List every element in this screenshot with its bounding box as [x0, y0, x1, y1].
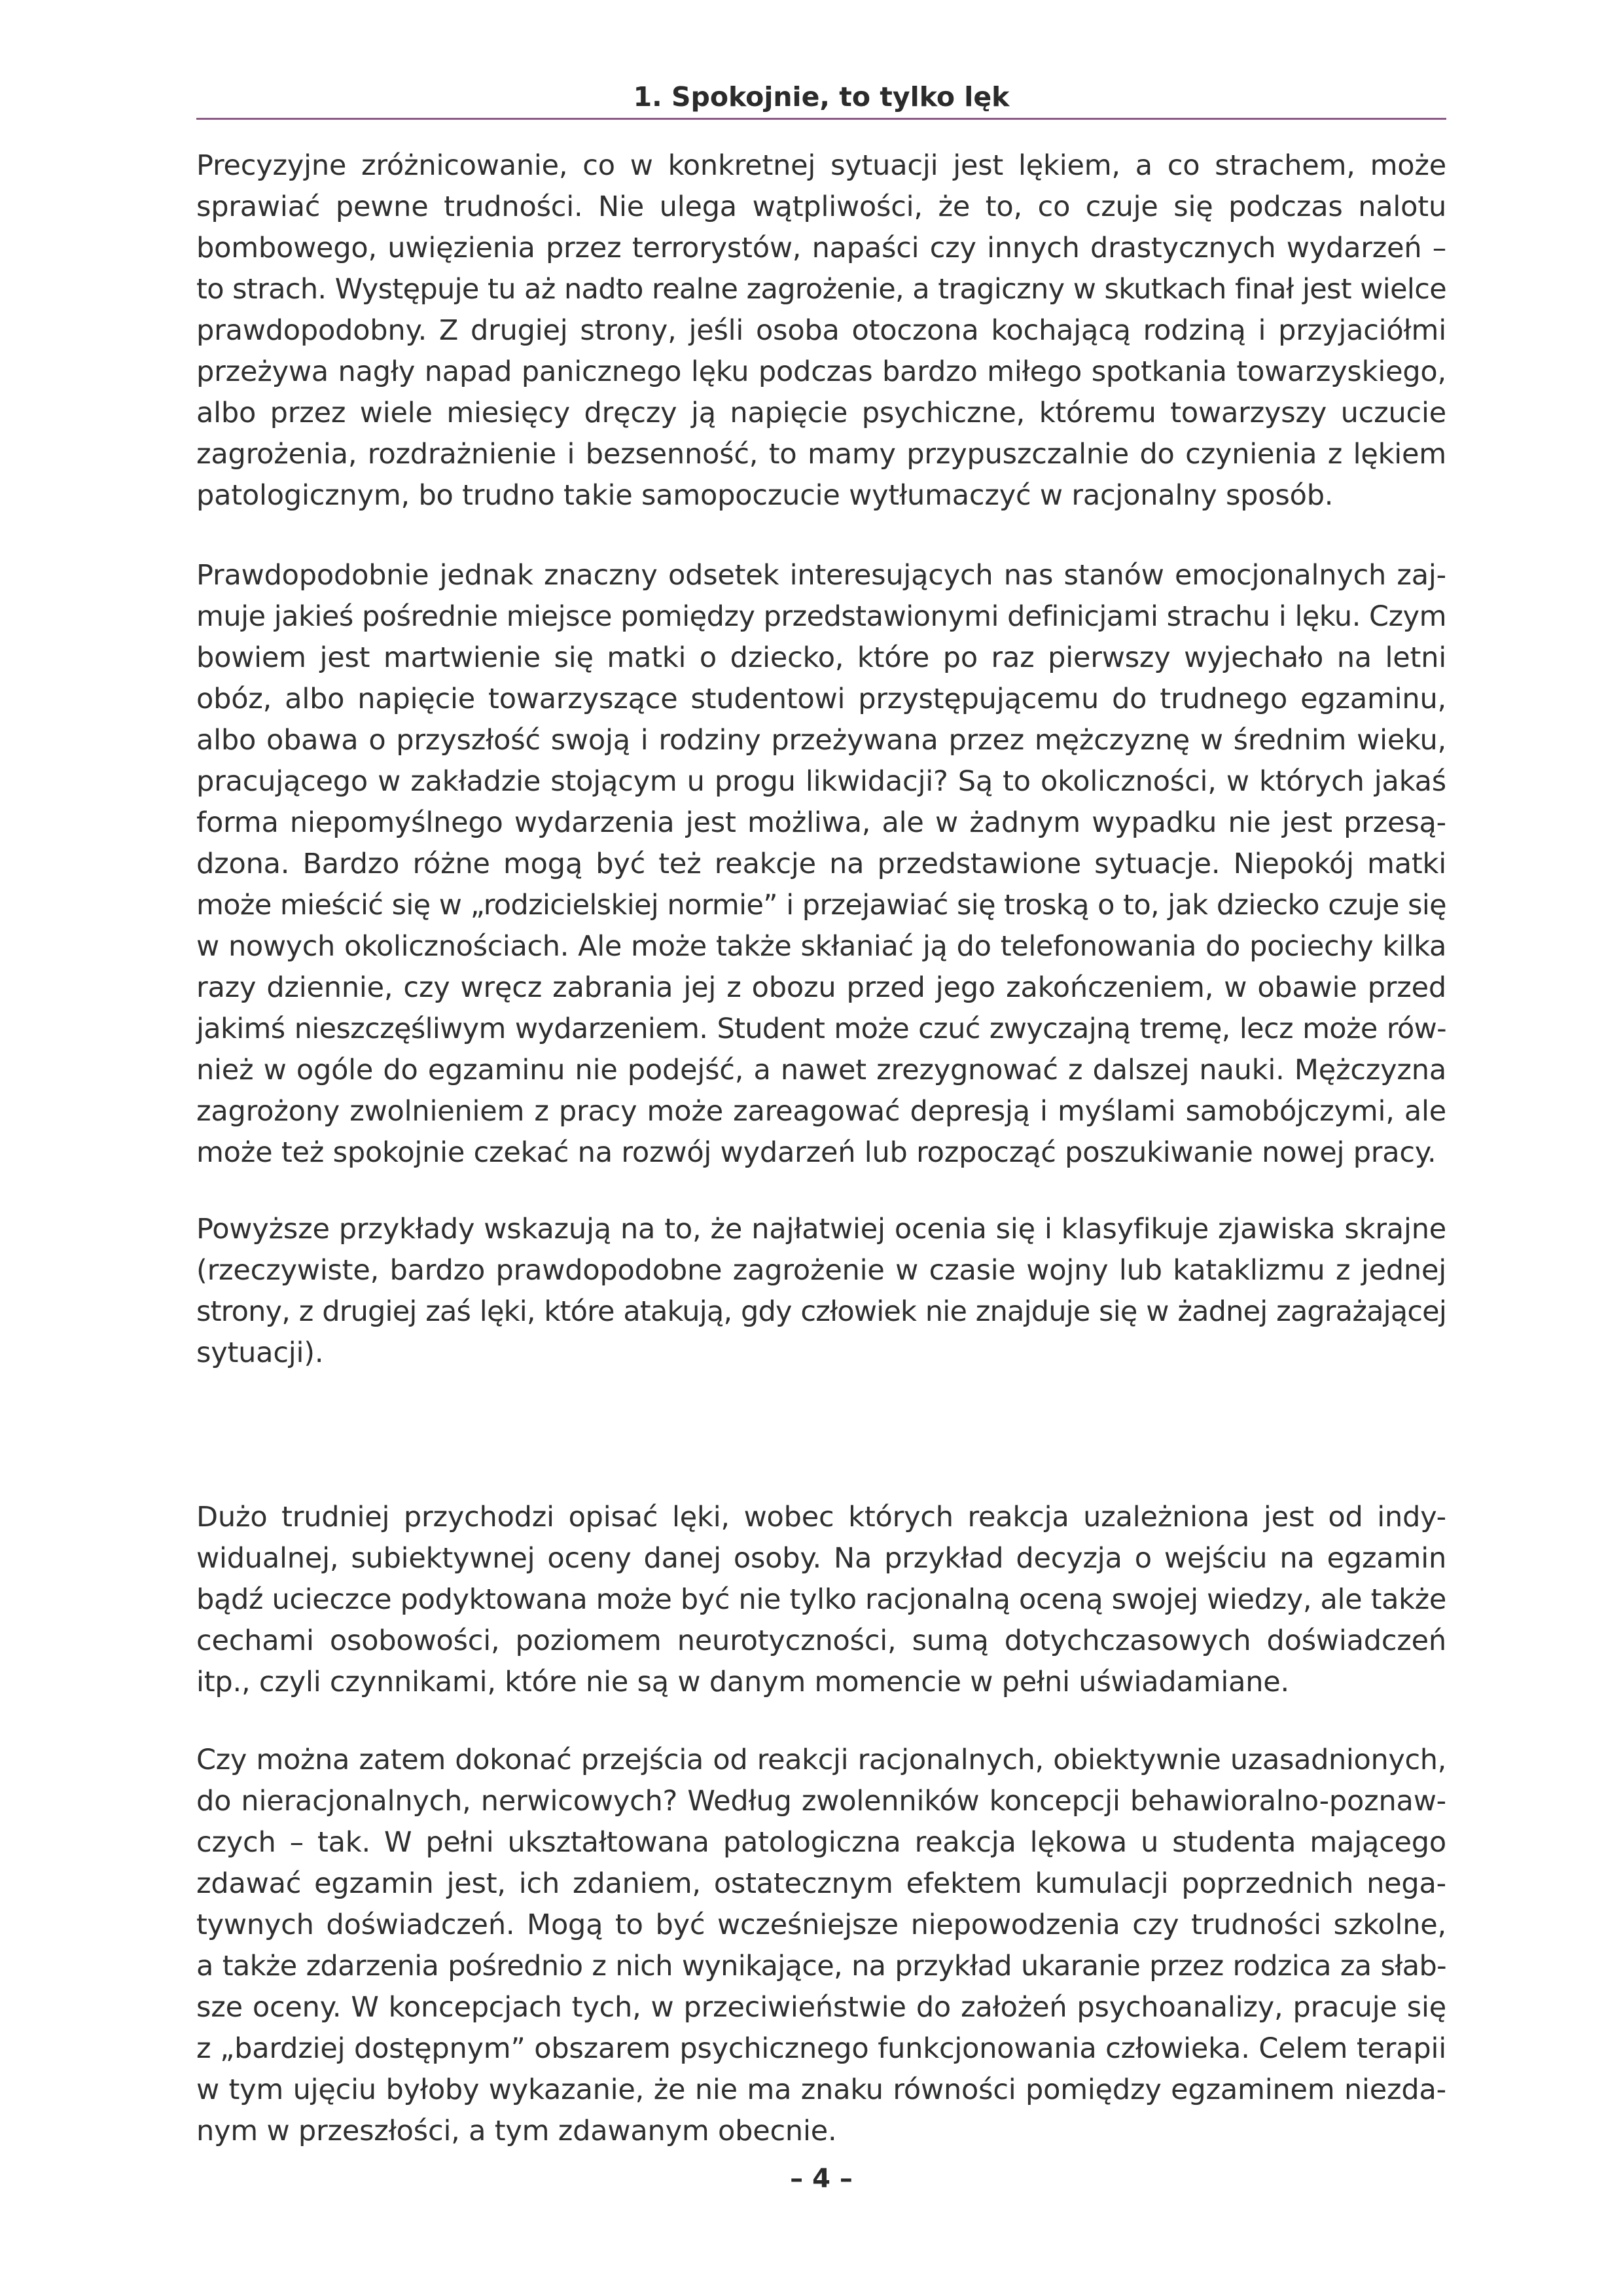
text-line: z „bardziej dostępnym” obszarem psychicznego funkcjonowania człowieka. Celem terapii: [196, 2032, 1446, 2065]
text-line: widualnej, subiektywnej oceny danej osoby. Na przykład decyzja o wejściu na egzamin: [196, 1542, 1446, 1575]
text-line: sze oceny. W koncepcjach tych, w przeciwieństwie do założeń psychoanalizy, pracuje się: [196, 1991, 1446, 2024]
text-line: nym w przeszłości, a tym zdawanym obecnie.: [196, 2115, 837, 2147]
text-line: razy dziennie, czy wręcz zabrania jej z obozu przed jego zakończeniem, w obawie przed: [196, 971, 1446, 1004]
text-line: Czy można zatem dokonać przejścia od reakcji racjonalnych, obiektywnie uzasadnionych,: [196, 1744, 1446, 1776]
text-line: w nowych okolicznościach. Ale może także skłaniać ją do telefonowania do pociechy kilka: [196, 930, 1446, 963]
text-line: Powyższe przykłady wskazują na to, że najłatwiej ocenia się i klasyfikuje zjawiska skrajne: [196, 1213, 1446, 1246]
text-line: zdawać egzamin jest, ich zdaniem, ostatecznym efektem kumulacji poprzednich nega-: [196, 1867, 1446, 1900]
text-line: muje jakieś pośrednie miejsce pomiędzy przedstawionymi definicjami strachu i lęku. Czym: [196, 600, 1446, 633]
text-line: może mieścić się w „rodzicielskiej normie” i przejawiać się troską o to, jak dziecko czuje się: [196, 889, 1446, 922]
text-line: albo obawa o przyszłość swoją i rodziny przeżywana przez mężczyznę w średnim wieku,: [196, 724, 1446, 757]
text-line: czych – tak. W pełni ukształtowana patologiczna reakcja lękowa u studenta mającego: [196, 1826, 1446, 1859]
text-line: nież w ogóle do egzaminu nie podejść, a nawet zrezygnować z dalszej nauki. Mężczyzna: [196, 1054, 1446, 1086]
paragraph-3: [196, 1209, 1446, 1374]
text-line: zagrożenia, rozdrażnienie i bezsenność, to mamy przypuszczalnie do czynienia z lękiem: [196, 438, 1446, 471]
paragraph-4: [196, 1497, 1446, 1703]
text-line: bombowego, uwięzienia przez terrorystów, napaści czy innych drastycznych wydarzeń –: [196, 232, 1446, 264]
paragraph-5: [196, 1740, 1446, 2152]
text-line: sprawiać pewne trudności. Nie ulega wątpliwości, że to, co czuje się podczas nalotu: [196, 190, 1446, 223]
text-line: itp., czyli czynnikami, które nie są w danym momencie w pełni uświadamiane.: [196, 1666, 1290, 1698]
text-line: Prawdopodobnie jednak znaczny odsetek interesujących nas stanów emocjonalnych zaj-: [196, 559, 1446, 592]
page-number: – 4 –: [790, 2164, 853, 2194]
text-line: pracującego w zakładzie stojącym u progu likwidacji? Są to okoliczności, w których jakaś: [196, 765, 1446, 798]
text-line: sytuacji).: [196, 1336, 324, 1369]
text-line: zagrożony zwolnieniem z pracy może zareagować depresją i myślami samobójczymi, ale: [196, 1095, 1446, 1128]
text-line: patologicznym, bo trudno takie samopoczucie wytłumaczyć w racjonalny sposób.: [196, 479, 1334, 512]
header-divider: [196, 118, 1446, 120]
paragraph-1: [196, 145, 1446, 516]
text-line: forma niepomyślnego wydarzenia jest możliwa, ale w żadnym wypadku nie jest przesą-: [196, 806, 1446, 839]
text-line: cechami osobowości, poziomem neurotyczności, sumą dotychczasowych doświadczeń: [196, 1624, 1446, 1657]
text-line: bądź ucieczce podyktowana może być nie tylko racjonalną oceną swojej wiedzy, ale także: [196, 1583, 1446, 1616]
text-line: Dużo trudniej przychodzi opisać lęki, wobec których reakcja uzależniona jest od indy-: [196, 1501, 1446, 1534]
text-line: w tym ujęciu byłoby wykazanie, że nie ma znaku równości pomiędzy egzaminem niezda-: [196, 2073, 1446, 2106]
text-line: (rzeczywiste, bardzo prawdopodobne zagrożenie w czasie wojny lub kataklizmu z jednej: [196, 1254, 1446, 1287]
text-line: obóz, albo napięcie towarzyszące studentowi przystępującemu do trudnego egzaminu,: [196, 683, 1446, 715]
paragraph-2: [196, 555, 1446, 1174]
running-header-title: 1. Spokojnie, to tylko lęk: [633, 81, 1010, 113]
text-line: prawdopodobny. Z drugiej strony, jeśli osoba otoczona kochającą rodziną i przyjaciółmi: [196, 314, 1446, 347]
text-line: a także zdarzenia pośrednio z nich wynikające, na przykład ukaranie przez rodzica za słab-: [196, 1950, 1446, 1982]
text-line: Precyzyjne zróżnicowanie, co w konkretnej sytuacji jest lękiem, a co strachem, może: [196, 149, 1446, 182]
text-line: to strach. Występuje tu aż nadto realne zagrożenie, a tragiczny w skutkach finał jest wielce: [196, 273, 1446, 306]
text-line: albo przez wiele miesięcy dręczy ją napięcie psychiczne, któremu towarzyszy uczucie: [196, 397, 1446, 429]
text-line: dzona. Bardzo różne mogą być też reakcje na przedstawione sytuacje. Niepokój matki: [196, 848, 1446, 880]
text-line: tywnych doświadczeń. Mogą to być wcześniejsze niepowodzenia czy trudności szkolne,: [196, 1909, 1446, 1941]
text-line: bowiem jest martwienie się matki o dziecko, które po raz pierwszy wyjechało na letni: [196, 641, 1446, 674]
text-line: może też spokojnie czekać na rozwój wydarzeń lub rozpocząć poszukiwanie nowej pracy.: [196, 1136, 1436, 1169]
text-line: przeżywa nagły napad panicznego lęku podczas bardzo miłego spotkania towarzyskiego,: [196, 355, 1446, 388]
text-line: jakimś nieszczęśliwym wydarzeniem. Student może czuć zwyczajną tremę, lecz może rów-: [196, 1013, 1446, 1045]
text-line: strony, z drugiej zaś lęki, które atakują, gdy człowiek nie znajduje się w żadnej zagrażającej: [196, 1295, 1446, 1328]
text-line: do nieracjonalnych, nerwicowych? Według zwolenników koncepcji behawioralno-poznaw-: [196, 1785, 1446, 1818]
